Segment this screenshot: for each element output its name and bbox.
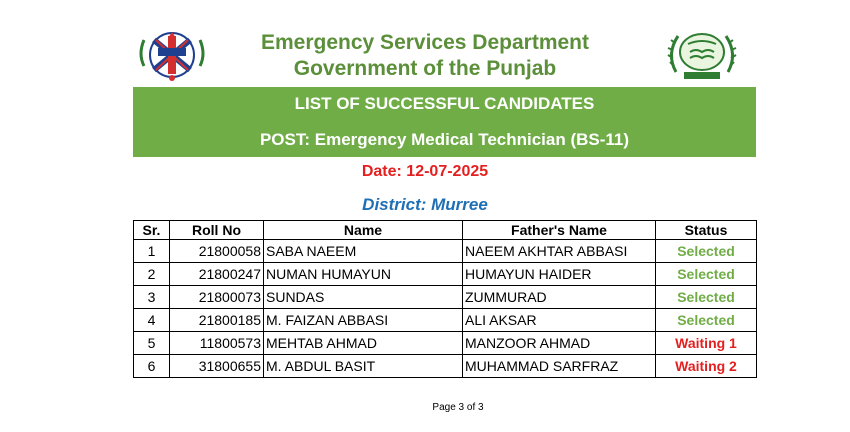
roll-cell: 11800573 bbox=[170, 332, 264, 355]
roll-cell: 21800073 bbox=[170, 286, 264, 309]
column-header-sr: Sr. bbox=[134, 221, 170, 240]
sr-cell: 6 bbox=[134, 355, 170, 378]
roll-cell: 21800058 bbox=[170, 240, 264, 263]
table-header-row bbox=[134, 221, 757, 240]
status-cell: Selected bbox=[656, 240, 757, 263]
column-header-fathers-name: Father's Name bbox=[463, 221, 656, 240]
table-row bbox=[134, 263, 757, 286]
father-cell: NAEEM AKHTAR ABBASI bbox=[463, 240, 656, 263]
page-number: Page 3 of 3 bbox=[432, 402, 484, 413]
father-cell: HUMAYUN HAIDER bbox=[463, 263, 656, 286]
table-row bbox=[134, 332, 757, 355]
status-cell: Selected bbox=[656, 286, 757, 309]
status-cell: Selected bbox=[656, 309, 757, 332]
title-banner bbox=[133, 87, 756, 157]
rescue-1122-logo-icon bbox=[134, 26, 210, 84]
column-header-name: Name bbox=[264, 221, 463, 240]
name-cell: M. ABDUL BASIT bbox=[264, 355, 463, 378]
roll-cell: 31800655 bbox=[170, 355, 264, 378]
post-title: POST: Emergency Medical Technician (BS-11) bbox=[259, 130, 630, 149]
candidates-table bbox=[133, 220, 757, 378]
date-line: Date: 12-07-2025 bbox=[361, 163, 489, 180]
department-title: Emergency Services Department bbox=[261, 31, 589, 54]
table-row bbox=[134, 309, 757, 332]
name-cell: NUMAN HUMAYUN bbox=[264, 263, 463, 286]
sr-cell: 4 bbox=[134, 309, 170, 332]
status-cell: Waiting 1 bbox=[656, 332, 757, 355]
table-row bbox=[134, 355, 757, 378]
government-title: Government of the Punjab bbox=[293, 57, 557, 80]
sr-cell: 3 bbox=[134, 286, 170, 309]
name-cell: M. FAIZAN ABBASI bbox=[264, 309, 463, 332]
roll-cell: 21800247 bbox=[170, 263, 264, 286]
father-cell: MUHAMMAD SARFRAZ bbox=[463, 355, 656, 378]
name-cell: MEHTAB AHMAD bbox=[264, 332, 463, 355]
sr-cell: 5 bbox=[134, 332, 170, 355]
roll-cell: 21800185 bbox=[170, 309, 264, 332]
district-line: District: Murree bbox=[362, 195, 488, 214]
punjab-government-emblem-icon bbox=[664, 26, 740, 84]
table-row bbox=[134, 240, 757, 263]
father-cell: ZUMMURAD bbox=[463, 286, 656, 309]
sr-cell: 1 bbox=[134, 240, 170, 263]
column-header-roll-no: Roll No bbox=[170, 221, 264, 240]
column-header-status: Status bbox=[656, 221, 757, 240]
father-cell: MANZOOR AHMAD bbox=[463, 332, 656, 355]
name-cell: SABA NAEEM bbox=[264, 240, 463, 263]
father-cell: ALI AKSAR bbox=[463, 309, 656, 332]
name-cell: SUNDAS bbox=[264, 286, 463, 309]
status-cell: Selected bbox=[656, 263, 757, 286]
status-cell: Waiting 2 bbox=[656, 355, 757, 378]
sr-cell: 2 bbox=[134, 263, 170, 286]
list-title: LIST OF SUCCESSFUL CANDIDATES bbox=[294, 94, 595, 113]
table-row bbox=[134, 286, 757, 309]
